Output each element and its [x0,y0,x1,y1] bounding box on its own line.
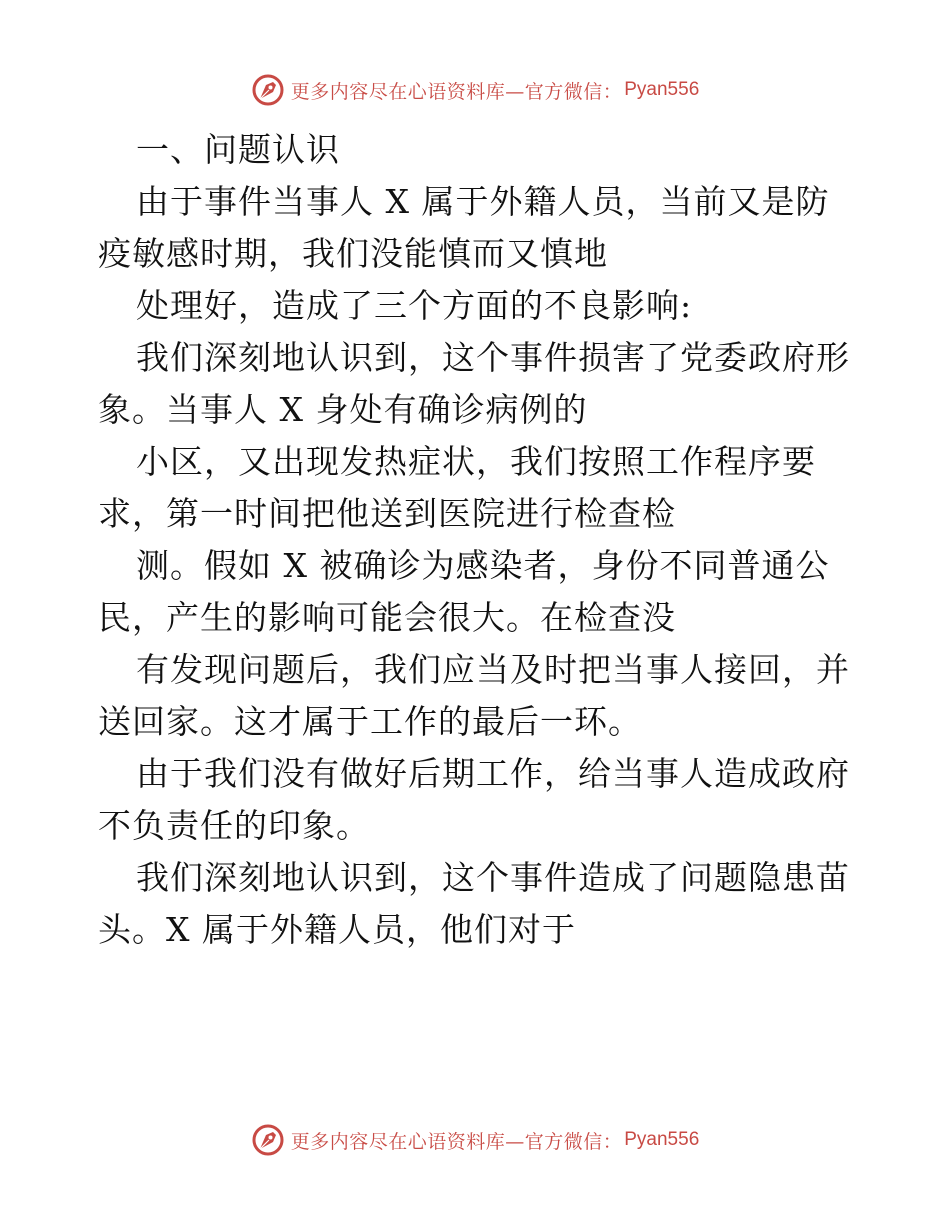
pen-nib-logo-icon [251,73,285,107]
body-text-line: 由于事件当事人 X 属于外籍人员，当前又是防 [136,182,830,221]
body-text-line: 我们深刻地认识到，这个事件造成了问题隐患苗 [136,858,850,897]
body-text-line: 小区，又出现发热症状，我们按照工作程序要 [136,442,816,481]
body-text-line: 由于我们没有做好后期工作，给当事人造成政府 [136,754,850,793]
body-text-line: 象。当事人 X 身处有确诊病例的 [98,390,588,429]
body-text-line: 疫敏感时期，我们没能慎而又慎地 [98,234,608,273]
body-text-line: 送回家。这才属于工作的最后一环。 [98,702,642,741]
body-text-line: 有发现问题后，我们应当及时把当事人接回，并 [136,650,850,689]
footer-banner-text: 更多内容尽在心语资料库—官方微信： [290,1130,623,1153]
document-body [98,124,858,956]
header-wechat-id: Pyan556 [624,79,700,100]
body-text-line: 民，产生的影响可能会很大。在检查没 [98,598,676,637]
footer-banner [0,1122,950,1158]
header-banner [0,72,950,108]
body-text-line: 求，第一时间把他送到医院进行检查检 [98,494,676,533]
body-text-line: 测。假如 X 被确诊为感染者，身份不同普通公 [136,546,830,585]
body-text-line: 不负责任的印象。 [98,806,370,845]
footer-wechat-id: Pyan556 [624,1129,700,1150]
body-text-line: 头。X 属于外籍人员，他们对于 [98,910,576,949]
body-text-line: 一、问题认识 [136,130,340,169]
body-text-line: 我们深刻地认识到，这个事件损害了党委政府形 [136,338,850,377]
header-banner-text: 更多内容尽在心语资料库—官方微信： [290,80,623,103]
body-text-line: 处理好，造成了三个方面的不良影响: [136,286,693,325]
pen-nib-logo-icon [251,1123,285,1157]
